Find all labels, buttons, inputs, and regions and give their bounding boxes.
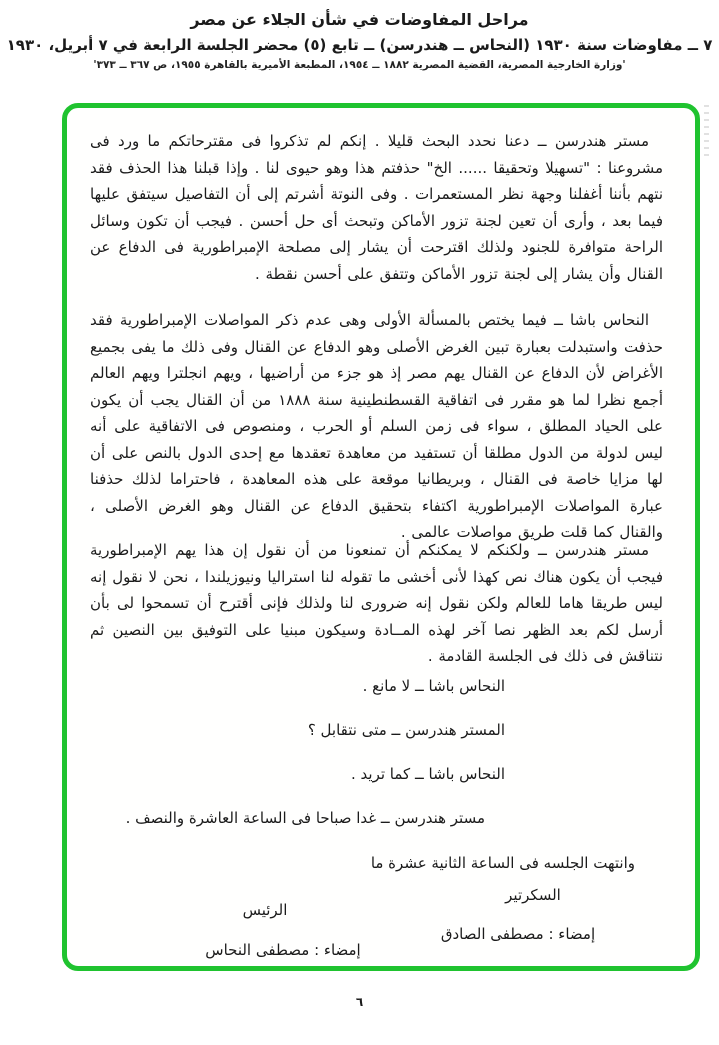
document-subtitle: ٧ ــ مفاوضات سنة ١٩٣٠ (النحاس ــ هندرسن) ــ تابع (٥) محضر الجلسة الرابعة في ٧ أبريل، ١٩٣٠	[6, 36, 713, 54]
page-number: ٦	[355, 995, 364, 1009]
paragraph-henderson-reply: مستر هندرسن ــ ولكنكم لا يمكنكم أن تمنعونا من أن نقول إن هذا يهم الإمبراطورية فيجب أن يكون هناك نص كهذا لأنى أخشى ما تقوله لنا استراليا ونيوزيلندا ، نحن لا نقول إنه ليس طريقا هاما للعالم ولكن نقول إنه ضرورى لنا ولذلك فإنى أقترح أن تسمحوا لى بأن أرسل لكم بعد الظهر نصا آخر لهذه المــادة وسيكون مبنيا على التوفيق بين النصين ثم نتناقش فى ذلك فى الجلسة القادمة .	[90, 541, 663, 665]
dialogue-exchange	[90, 673, 505, 849]
dialogue-line: النحاس باشا ــ كما تريد .	[351, 765, 505, 783]
paragraph-nahhas-reply: النحاس باشا ــ فيما يختص بالمسألة الأولى وهى عدم ذكر المواصلات الإمبراطورية فقد حذفت واستبدلت بعبارة تبين الغرض الأصلى وهو الدفاع عن القنال وفى ذلك ما يفى بجميع الأغراض لأن الدفاع عن القنال يهم مصر إذ هو جزء من أراضيها ، ويهم انجلترا ويهم العالم أجمع نظرا لما هو مقرر فى اتفاقية القسطنطينية سنة ١٨٨٨ من أن القنال يجب أن يكون على الحياد المطلق ، سواء فى زمن السلم أو الحرب ، ومنصوص فى الاتفاقية على أنه ليس لدولة من الدول مطلقا أن تستفيد من معاهدة تعقدها مع إحدى الدول بالنص على أن لها مزايا خاصة فى القنال ، وبريطانيا موقعة على هذه المعاهدة ، فاحتراما لذلك حذفنا عبارة المواصلات الإمبراطورية اكتفاء بتحقيق الدفاع عن القنال وهو الغرض الأصلى ، والقنال كما قلت طريق مواصلات عالمى .	[90, 311, 663, 541]
document-title: مراحل المفاوضات في شأن الجلاء عن مصر	[190, 10, 529, 29]
signatures-block	[90, 886, 663, 978]
minutes-green-box	[62, 103, 700, 971]
session-closing-line: وانتهت الجلسه فى الساعة الثانية عشرة ما	[370, 854, 635, 872]
secretary-signature: إمضاء : مصطفى الصادق	[440, 925, 596, 943]
dialogue-line: المستر هندرسن ــ متى نتقابل ؟	[307, 721, 505, 739]
paragraph-henderson-opening: مستر هندرسن ــ دعنا نحدد البحث قليلا . إنكم لم تذكروا فى مقترحاتكم ما ورد فى مشروعنا : "تسهيلا وتحقيقا ...... الخ" حذفتم هذا وهو حيوى لنا . وإذا قبلنا هذا الحذف فقد نتهم بأننا أغفلنا وجهة نظر المستعمرات . وفى النوتة أشرتم إلى أن التفاصيل سيتفق عليها فيما بعد ، وأرى أن تعين لجنة تزور الأماكن وتبحث أى حل أحسن . فيجب أن تكون وسائل الراحة متوافرة للجنود ولذلك اقترحت أن يشار إلى مصلحة الإمبراطورية فى الدفاع عن القنال وأن يشار إلى لجنة تزور الأماكن وتتفق على أحسن نقطة .	[90, 132, 663, 283]
document-header	[0, 10, 719, 71]
scan-artifact	[704, 105, 709, 160]
secretary-title: السكرتير	[505, 886, 561, 904]
source-citation: 'وزارة الخارجية المصرية، القضية المصرية ١٨٨٢ ــ ١٩٥٤، المطبعة الأميرية بالقاهرة ١٩٥٥، ص ٣٦٧ ــ ٣٧٣'	[93, 59, 626, 71]
president-title: الرئيس	[242, 901, 288, 919]
dialogue-line: مستر هندرسن ــ غدا صباحا فى الساعة العاشرة والنصف .	[125, 809, 485, 827]
president-signature: إمضاء : مصطفى النحاس	[205, 941, 361, 959]
dialogue-line: النحاس باشا ــ لا مانع .	[362, 677, 505, 695]
